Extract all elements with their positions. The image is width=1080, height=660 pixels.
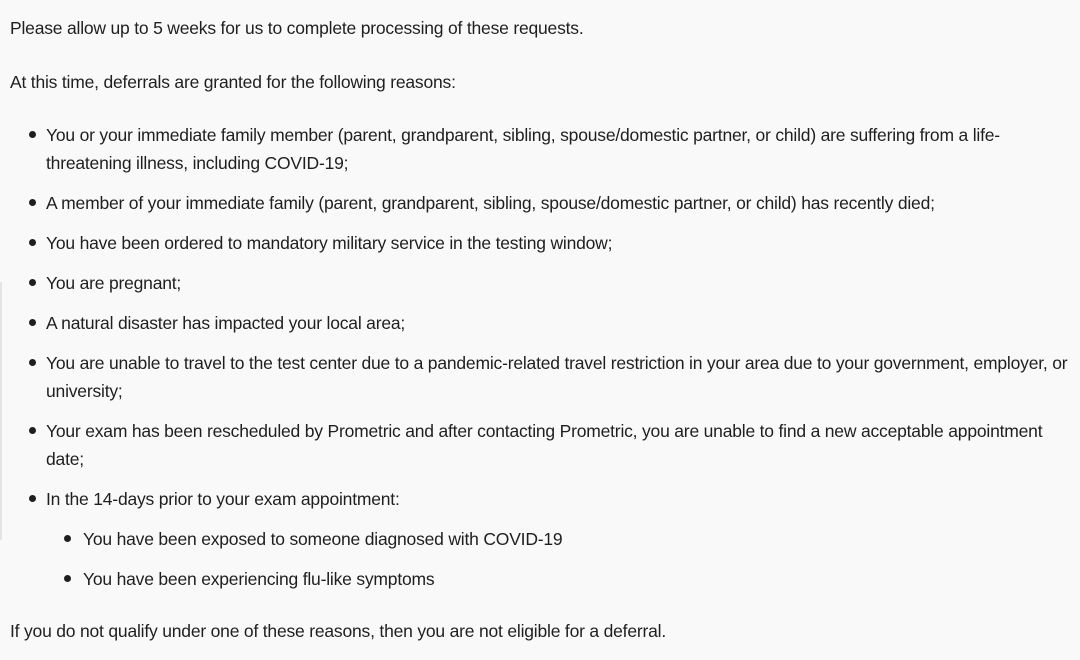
reason-family-death: A member of your immediate family (parent, grandparent, sibling, spouse/domestic partner, or child) has recently died;	[10, 189, 1070, 217]
eligibility-note-text: If you do not qualify under one of these reasons, then you are not eligible for a deferral.	[10, 621, 666, 641]
processing-time-text: Please allow up to 5 weeks for us to complete processing of these requests.	[10, 18, 584, 38]
deferral-reasons-list	[10, 121, 1070, 605]
reason-pregnant: You are pregnant;	[10, 269, 1070, 297]
reason-travel-restriction: You are unable to travel to the test center due to a pandemic-related travel restriction in your area due to your government, employer, or university;	[10, 349, 1070, 405]
sub-reason-flu-symptoms: You have been experiencing flu-like symptoms	[46, 565, 1070, 593]
reason-illness: You or your immediate family member (parent, grandparent, sibling, spouse/domestic partner, or child) are suffering from a life-threatening illness, including COVID-19;	[10, 121, 1070, 177]
reasons-intro-text: At this time, deferrals are granted for the following reasons:	[10, 72, 456, 92]
reason-natural-disaster: A natural disaster has impacted your local area;	[10, 309, 1070, 337]
reason-covid-exposure-label: In the 14-days prior to your exam appointment:	[46, 489, 400, 509]
reason-exam-rescheduled: Your exam has been rescheduled by Prometric and after contacting Prometric, you are unable to find a new acceptable appointment date;	[10, 417, 1070, 473]
sub-reason-exposed: You have been exposed to someone diagnosed with COVID-19	[46, 525, 1070, 553]
covid-sub-reasons-list	[46, 525, 1070, 593]
left-border-line	[0, 282, 2, 540]
reason-military-service: You have been ordered to mandatory military service in the testing window;	[10, 229, 1070, 257]
reason-covid-exposure	[10, 485, 1070, 593]
